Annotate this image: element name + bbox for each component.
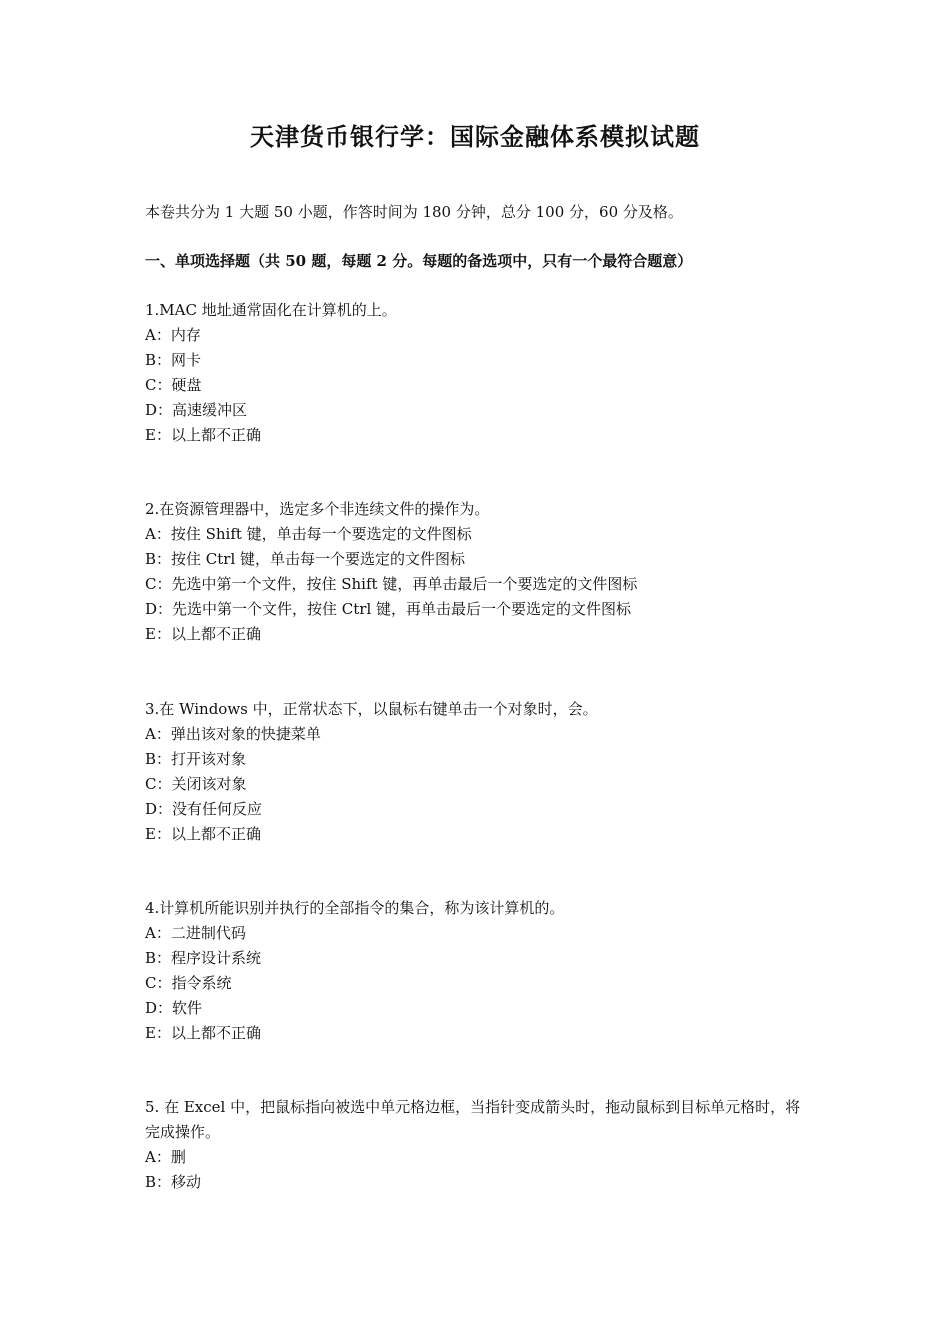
question-4 [145,896,815,1046]
option-e: E：以上都不正确 [145,825,261,843]
option-d: D：先选中第一个文件，按住 Ctrl 键，再单击最后一个要选定的文件图标 [145,600,632,618]
option-d: D：高速缓冲区 [145,401,248,419]
option-a: A：弹出该对象的快捷菜单 [145,725,321,743]
option-b: B：按住 Ctrl 键，单击每一个要选定的文件图标 [145,550,466,568]
option-c: C：关闭该对象 [145,775,247,793]
option-a: A：按住 Shift 键，单击每一个要选定的文件图标 [145,525,472,543]
exam-intro: 本卷共分为 1 大题 50 小题，作答时间为 180 分钟，总分 100 分，60 分及格。 [145,203,683,221]
option-b: B：打开该对象 [145,750,247,768]
question-stem: 5. 在 Excel 中，把鼠标指向被选中单元格边框，当指针变成箭头时，拖动鼠标到目标单元格时，将完成操作。 [145,1098,801,1141]
question-1 [145,298,815,448]
option-e: E：以上都不正确 [145,426,261,444]
question-stem: 3.在 Windows 中，正常状态下，以鼠标右键单击一个对象时，会。 [145,700,598,718]
option-e: E：以上都不正确 [145,1024,261,1042]
option-a: A：二进制代码 [145,924,246,942]
option-b: B：移动 [145,1173,202,1191]
question-5 [145,1095,815,1195]
question-stem: 1.MAC 地址通常固化在计算机的上。 [145,301,397,319]
option-a: A：内存 [145,326,201,344]
document-title: 天津货币银行学：国际金融体系模拟试题 [250,122,700,151]
question-stem: 4.计算机所能识别并执行的全部指令的集合，称为该计算机的。 [145,899,565,917]
option-d: D：没有任何反应 [145,800,263,818]
option-c: C：先选中第一个文件，按住 Shift 键，再单击最后一个要选定的文件图标 [145,575,638,593]
option-e: E：以上都不正确 [145,625,261,643]
option-d: D：软件 [145,999,203,1017]
option-c: C：硬盘 [145,376,202,394]
question-2 [145,497,815,647]
option-b: B：程序设计系统 [145,949,262,967]
option-c: C：指令系统 [145,974,232,992]
section-heading: 一、单项选择题（共 50 题，每题 2 分。每题的备选项中，只有一个最符合题意） [145,252,693,270]
option-b: B：网卡 [145,351,202,369]
question-stem: 2.在资源管理器中，选定多个非连续文件的操作为。 [145,500,490,518]
question-3 [145,697,815,847]
option-a: A：删 [145,1148,186,1166]
